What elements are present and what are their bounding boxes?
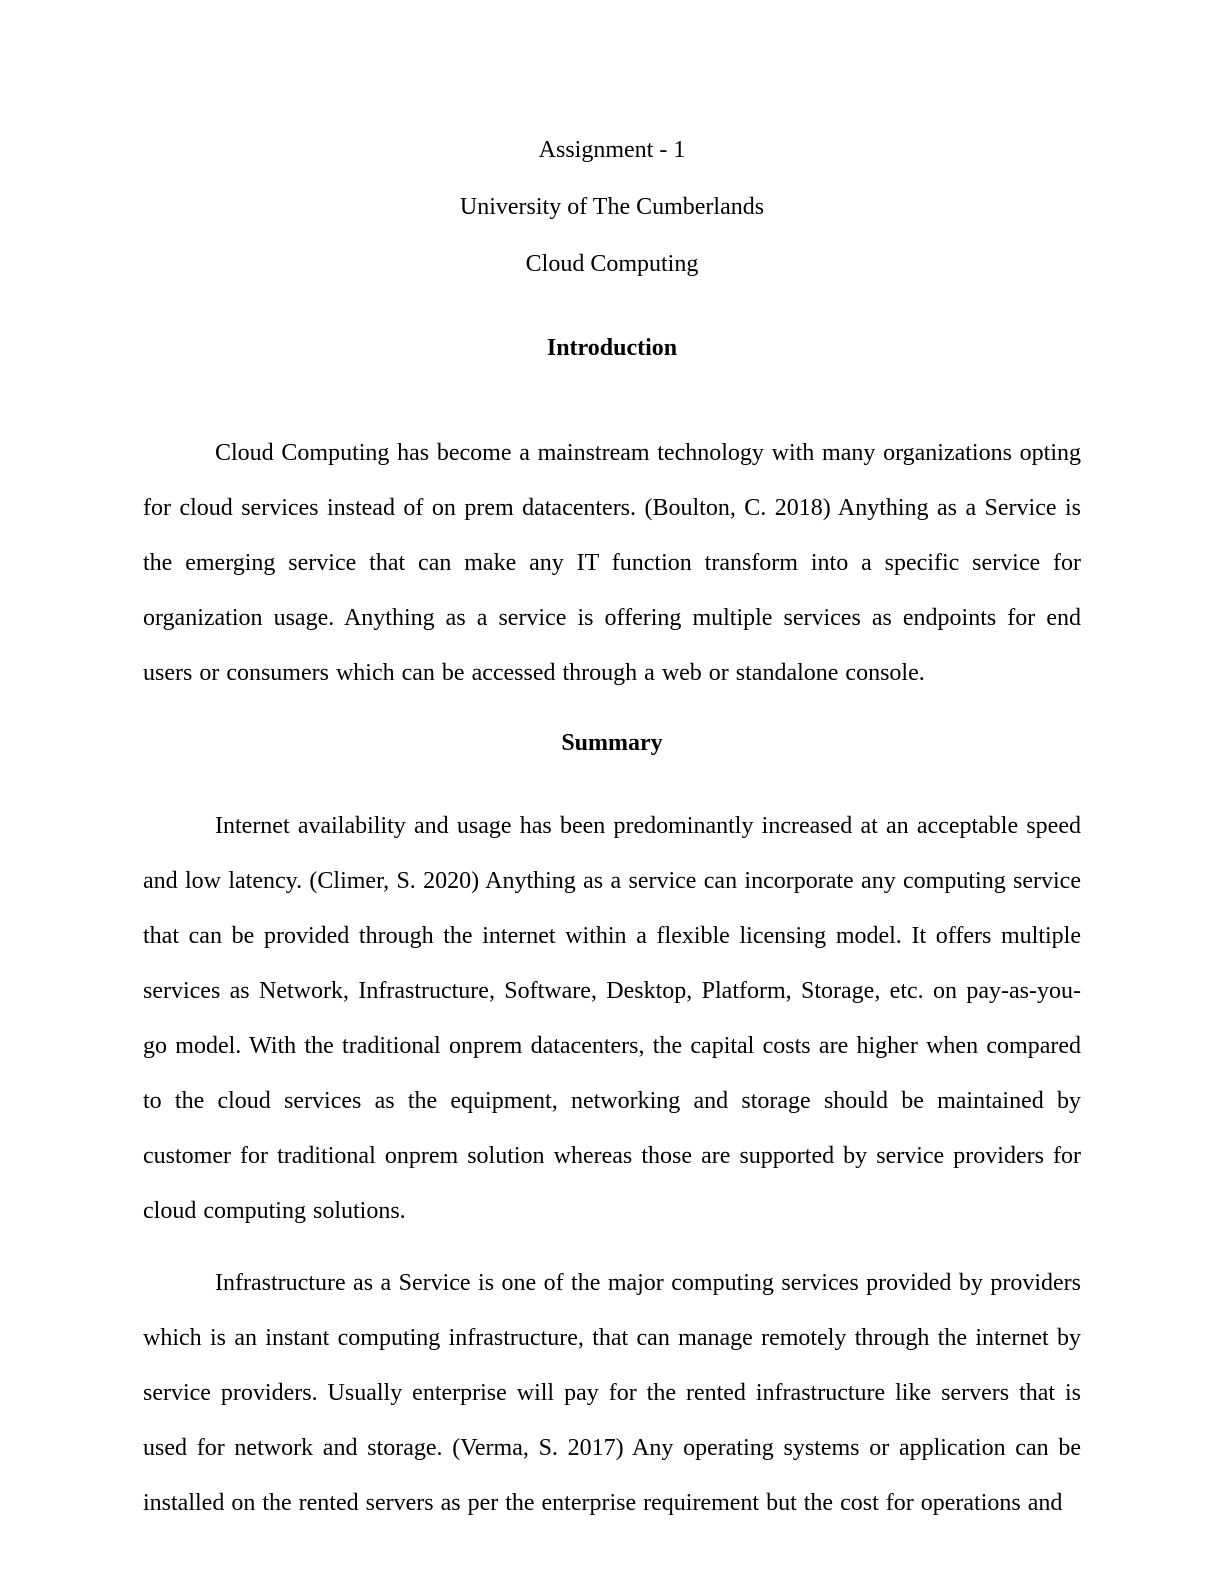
paragraph-introduction: Cloud Computing has become a mainstream technology with many organizations opting for cloud services instead of on prem datacenters. (Boulton, C. 2018) Anything as a Service is the emerging service that can make any IT function transform into a specific service for organization usage. Anything as a service is offering multiple services as endpoints for end users or consumers which can be accessed through a web or standalone console. (143, 440, 1081, 686)
doc-institution: University of The Cumberlands (459, 194, 765, 220)
paragraph-summary-1: Internet availability and usage has been predominantly increased at an acceptable speed and low latency. (Climer, S. 2020) Anything as a service can incorporate any computing service that can be provided through the internet within a flexible licensing model. It offers multiple services as Network, Infrastructure, Software, Desktop, Platform, Storage, etc. on pay-as-you-go model. With the traditional onprem datacenters, the capital costs are higher when compared to the cloud services as the equipment, networking and storage should be maintained by customer for traditional onprem solution whereas those are supported by service providers for cloud computing solutions. (143, 813, 1081, 1224)
document-body (143, 122, 1081, 1531)
section-heading-summary: Summary (561, 730, 663, 756)
paragraph-summary-2: Infrastructure as a Service is one of the major computing services provided by providers which is an instant computing infrastructure, that can manage remotely through the internet by service providers. Usually enterprise will pay for the rented infrastructure like servers that is used for network and storage. (Verma, S. 2017) Any operating systems or application can be installed on the rented servers as per the enterprise requirement but the cost for operations and (143, 1270, 1081, 1516)
doc-course: Cloud Computing (525, 251, 699, 277)
doc-title: Assignment - 1 (538, 137, 686, 163)
section-heading-introduction: Introduction (546, 335, 678, 361)
